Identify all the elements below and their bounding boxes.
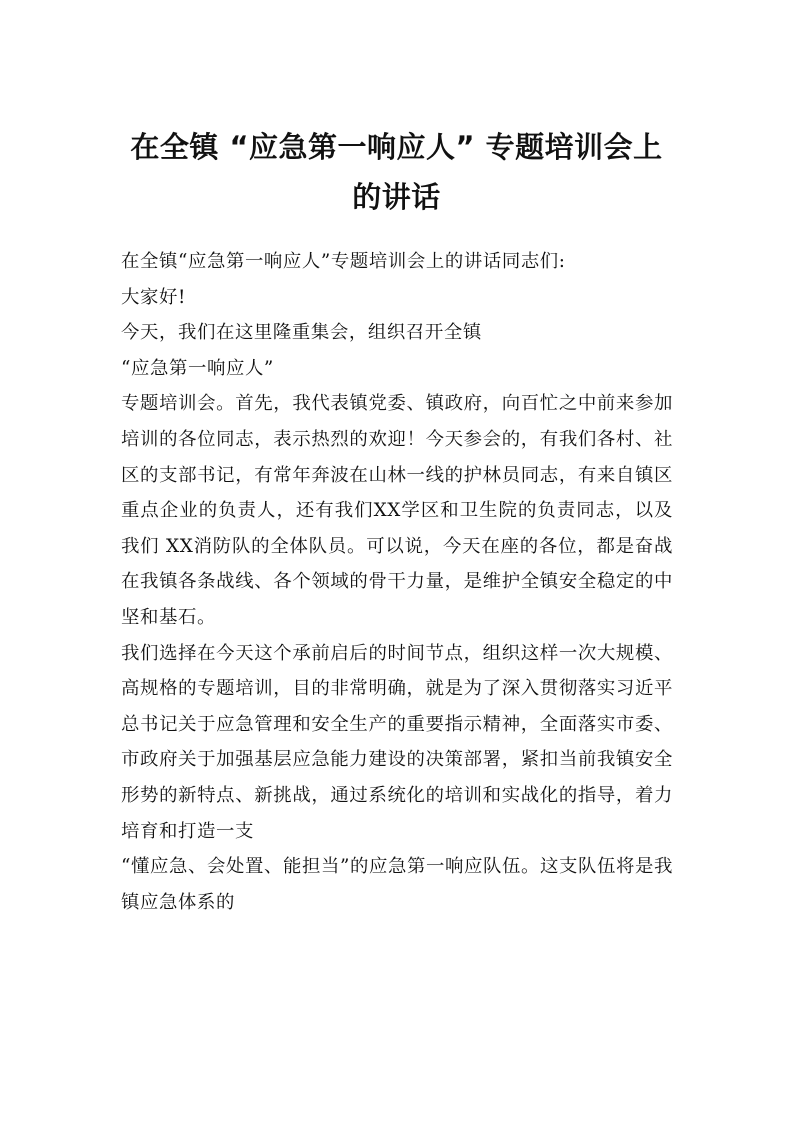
paragraph-purpose: 我们选择在今天这个承前启后的时间节点，组织这样一次大规模、高规格的专题培训，目的非常明确，就是为了深入贯彻落实习近平总书记关于应急管理和安全生产的重要指示精神，全面落实市委、市政府关于加强基层应急能力建设的决策部署，紧扣当前我镇安全形势的新特点、新挑战，通过系统化的培训和实战化的指导，着力培育和打造一支 <box>121 642 673 842</box>
paragraph-salutation: 大家好! <box>121 286 186 308</box>
paragraph-opening: 今天，我们在这里隆重集会，组织召开全镇 <box>121 322 482 344</box>
paragraph-team: “懂应急、会处置、能担当”的应急第一响应队伍。这支队伍将是我镇应急体系的 <box>121 856 673 913</box>
paragraph-greeting: 在全镇“应急第一响应人”专题培训会上的讲话同志们: <box>121 251 566 272</box>
document-title <box>100 122 693 222</box>
paragraph-quote: “应急第一响应人” <box>121 357 274 379</box>
paragraph-welcome: 专题培训会。首先，我代表镇党委、镇政府，向百忙之中前来参加培训的各位同志，表示热烈的欢迎！今天参会的，有我们各村、社区的支部书记，有常年奔波在山林一线的护林员同志，有来自镇区重点企业的负责人，还有我们XX学区和卫生院的负责同志，以及我们 XX消防队的全体队员。可以说，今天在座的各位，都是奋战在我镇各条战线、各个领域的骨干力量，是维护全镇安全稳定的中坚和基石。 <box>121 393 673 628</box>
title-line-1: 在全镇 “应急第一响应人” 专题培训会上 <box>130 130 663 164</box>
document-body <box>121 244 673 920</box>
title-line-2: 的讲话 <box>352 180 441 214</box>
